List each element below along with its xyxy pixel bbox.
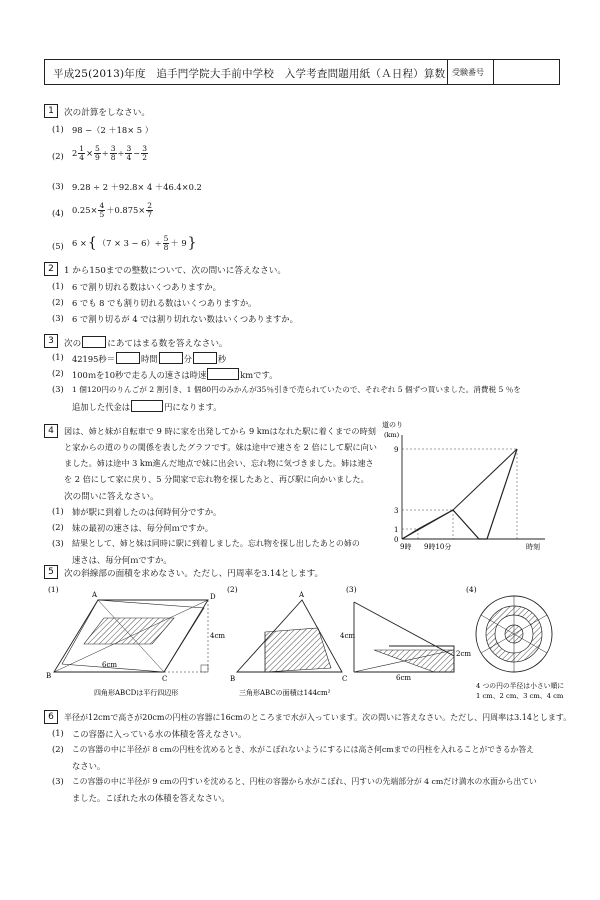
question-instruction: 次の にあてはまる数を答えなさい。 — [64, 336, 228, 349]
figure-label: (2) — [227, 585, 238, 594]
item-label: (1) — [52, 124, 64, 134]
item-label: (2) — [52, 522, 64, 532]
expression: 0.25× $\frac{4}{5}$ ＋0.875× $\frac{2}{7}$ — [72, 200, 153, 219]
problem-text: 半径が12cmで高さが20cmの円柱の容器に16cmのところまで水が入っています。次の問いに答えなさい。ただし、円周率は3.14とします。 — [64, 713, 572, 722]
item-label: (3) — [52, 384, 64, 394]
question-number: 3 — [44, 334, 58, 348]
answer-box — [82, 336, 106, 348]
item-text: 結果として、姉と妹は同時に駅に到着しました。忘れ物を探し出したあとの姉の — [72, 539, 360, 548]
rectangle-triangle-figure — [354, 602, 454, 672]
point-label: C — [342, 675, 348, 683]
y-tick-label: 1 — [394, 526, 399, 534]
point-label: D — [210, 593, 216, 601]
item-text: この容器に入っている水の体積を答えなさい。 — [72, 729, 247, 739]
sister-elder-line — [402, 449, 517, 539]
question-number: 2 — [44, 262, 58, 276]
x-tick-label: 9時10分 — [424, 543, 452, 551]
question-instruction: 次の斜線部の面積を求めなさい。ただし、円周率を3.14とします。 — [64, 569, 324, 579]
item-label: (2) — [52, 151, 64, 161]
parallelogram-figure — [54, 600, 208, 672]
problem-text: と家からの道のりの関係を表したグラフです。妹は途中で速さを 2 倍にして駅に向い — [64, 442, 377, 452]
item-label: (4) — [52, 208, 64, 218]
x-axis-label: 時刻 — [526, 543, 540, 551]
figure-caption: 4 つの円の半径は小さい順に — [476, 682, 564, 690]
page-title: 平成25(2013)年度 追手門学院大手前中学校 入学考査問題用紙（Ａ日程）算数 — [53, 68, 446, 80]
item-text: 速さは、毎分何ｍですか。 — [72, 555, 172, 565]
item-label: (5) — [52, 241, 64, 251]
item-label: (1) — [52, 728, 64, 738]
question-number: 5 — [44, 565, 58, 579]
item-label: (1) — [52, 352, 64, 362]
y-axis-label: 道のり — [382, 421, 403, 429]
item-text: 98 −（2 ＋18× 5 ） — [72, 125, 154, 135]
figure-caption: 四角形ABCDは平行四辺形 — [94, 689, 179, 697]
problem-text: ました。姉は途中 3 km進んだ地点で妹に出会い、忘れ物に気づきました。姉は速さ — [64, 458, 374, 468]
q5-figures — [44, 580, 564, 705]
item-text: ました。こぼれた水の体積を答えなさい。 — [72, 793, 230, 803]
item-label: (2) — [52, 368, 64, 378]
item-text: 6 で割り切れる数はいくつありますか。 — [72, 282, 221, 292]
point-label: B — [230, 675, 236, 683]
item-label: (1) — [52, 281, 64, 291]
item-label: (2) — [52, 744, 64, 754]
expression: 2 $\frac{1}{4}$ × $\frac{5}{9}$ ÷ $\frac{3}{8}$ ÷ $\frac{3}{4}$ − $\frac{3}{2}$ — [72, 143, 147, 162]
item-text: 6 で割り切るが 4 では割り切れない数はいくつありますか。 — [72, 314, 298, 324]
item-text: この容器の中に半径が 8 cmの円柱を沈めるとき、水がこぼれないようにするには高さ何cmまでの円柱を入れることができるか答え — [72, 745, 534, 754]
figure-caption: 1 cm、2 cm、3 cm、4 cm — [476, 692, 564, 700]
y-tick-label: 3 — [394, 507, 399, 515]
exam-number-label: 受験番号 — [452, 68, 484, 77]
item-text: 妹の最初の速さは、毎分何ｍですか。 — [72, 523, 214, 533]
dimension-label: 4cm — [340, 632, 356, 640]
answer-box — [193, 352, 217, 364]
figure-label: (3) — [346, 585, 357, 594]
point-label: B — [46, 672, 52, 680]
question-number: 1 — [44, 104, 58, 118]
dimension-label: 4cm — [210, 632, 226, 640]
dimension-label: 6cm — [102, 661, 118, 669]
item-text: 9.28 ÷ 2 ＋92.8× 4 ＋46.4×0.2 — [72, 182, 202, 192]
item-text: 姉が駅に到着したのは何時何分ですか。 — [72, 507, 222, 517]
item-label: (1) — [52, 506, 64, 516]
y-tick-label: 0 — [394, 536, 399, 544]
item-label: (3) — [52, 776, 64, 786]
question-instruction: 次の問いに答えなさい。 — [64, 492, 159, 502]
figure-caption: 三角形ABCの面積は144cm² — [239, 689, 331, 697]
y-axis-unit: (km) — [384, 431, 400, 439]
item-label: (3) — [52, 181, 64, 191]
distance-time-graph — [380, 415, 560, 560]
expression: 6 × { （7 × 3 − 6）÷ $\frac{5}{8}$ ＋ 9 } — [72, 233, 197, 252]
item-text: この容器の中に半径が 9 cmの円すいを沈めると、円柱の容器から水がこぼれ、円すいの先端部分が 4 cmだけ満水の水面から出てい — [72, 777, 537, 786]
question-instruction: 1 から150までの整数について、次の問いに答えなさい。 — [64, 266, 286, 276]
point-label: A — [299, 591, 305, 599]
question-number: 4 — [44, 424, 58, 438]
point-label: A — [92, 591, 98, 599]
question-instruction: 次の計算をしなさい。 — [64, 108, 150, 118]
answer-box — [131, 400, 163, 412]
answer-box — [116, 352, 140, 364]
dimension-label: 6cm — [396, 674, 412, 682]
header-divider — [447, 60, 448, 84]
item-label: (2) — [52, 297, 64, 307]
question-number: 6 — [44, 710, 58, 724]
item-text: 6 でも 8 でも割り切れる数はいくつありますか。 — [72, 298, 257, 308]
exam-header — [44, 59, 560, 85]
answer-box — [207, 368, 239, 380]
item-text: 100ｍを10秒で走る人の速さは時速 kmです。 — [72, 370, 278, 380]
header-divider — [493, 60, 494, 84]
triangle-figure — [237, 600, 342, 672]
item-label: (3) — [52, 538, 64, 548]
y-tick-label: 9 — [394, 446, 399, 454]
item-text: 1 個120円のりんごが 2 割引き、1 個80円のみかんが35％引きで売られていたので、それぞれ 5 個ずつ買いました。消費税 5 ％を — [72, 385, 521, 394]
figure-label: (4) — [466, 585, 477, 594]
item-text: なさい。 — [72, 761, 106, 771]
answer-box — [159, 352, 183, 364]
item-text: 追加した代金は 円になります。 — [72, 402, 222, 412]
concentric-circles-figure — [476, 596, 552, 672]
point-label: C — [162, 675, 168, 683]
item-text: 42195秒＝ 時間 分 秒 — [72, 354, 227, 364]
dimension-label: 2cm — [456, 650, 472, 658]
problem-text: 図は、姉と妹が自転車で 9 時に家を出発してから 9 kmはなれた駅に着くまでの時刻 — [64, 426, 376, 436]
problem-text: を 2 倍にして家に戻り、5 分間家で忘れ物を探したあと、再び駅に向かいました。 — [64, 474, 369, 484]
item-label: (3) — [52, 313, 64, 323]
x-tick-label: 9時 — [400, 543, 412, 551]
sister-younger-line — [402, 449, 517, 539]
figure-label: (1) — [48, 585, 59, 594]
